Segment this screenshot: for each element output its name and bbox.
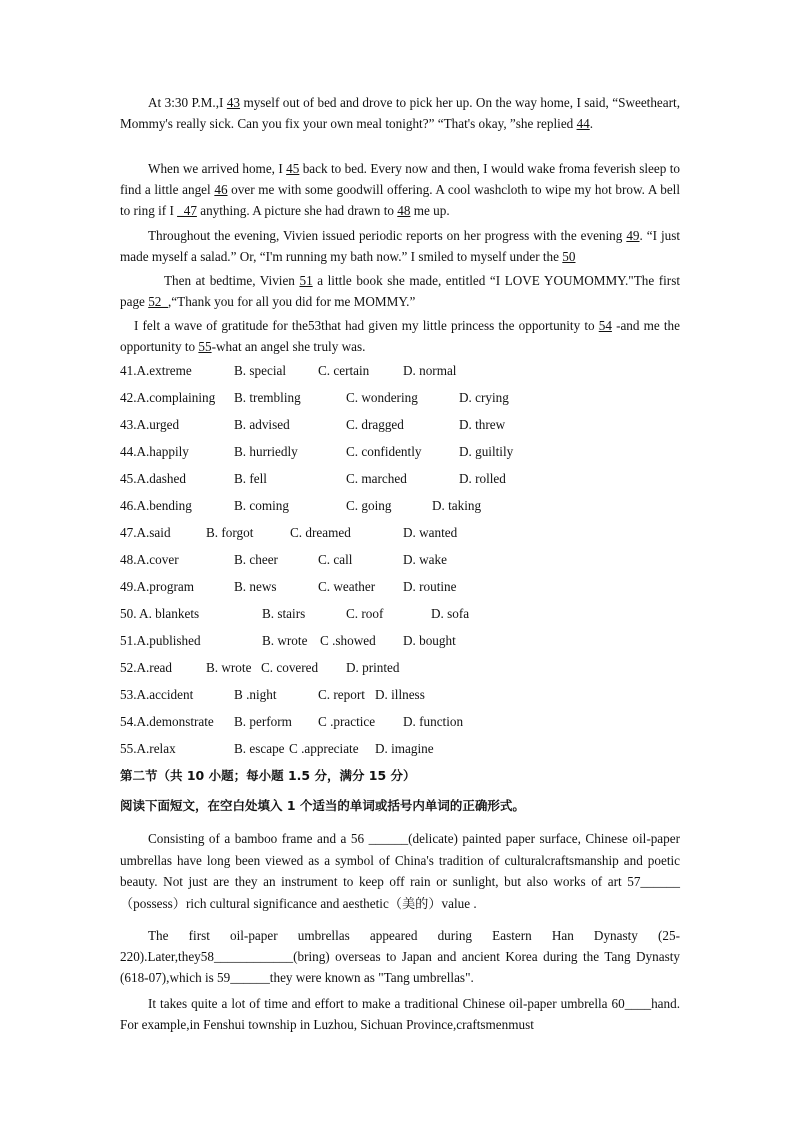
passage2-paragraph-2: The first oil-paper umbrellas appeared during Eastern Han Dynasty (25-220).Later,they58____________(bring) overseas to Japan and ancient Korea during the Tang Dynasty (618-07),which is 59______they were known as "Tang umbrellas". [120,928,680,985]
option-d: D. printed [346,660,400,675]
option-b: B .night [234,687,277,702]
option-c: C. covered [261,660,319,675]
option-a: 41.A.extreme [120,363,192,378]
option-d: D. normal [403,363,457,378]
text: Then at bedtime, Vivien [164,273,300,288]
option-b: B. trembling [234,390,301,405]
option-c: C. marched [346,471,407,486]
option-c: C. going [346,498,392,513]
option-c: C. dreamed [290,525,351,540]
section-heading: 第二节（共 10 小题；每小题 1.5 分，满分 15 分） [120,768,416,783]
option-d: D. guiltily [459,444,514,459]
blank-48: 48 [397,203,411,218]
passage-paragraph-1 [120,92,680,134]
option-d: D. rolled [459,471,506,486]
passage-paragraph-2 [120,158,680,221]
option-b: B. wrote [262,633,308,648]
text: When we arrived home, I [148,161,287,176]
text: anything. A picture she had drawn to [196,203,398,218]
option-d: D. routine [403,579,457,594]
option-a: 53.A.accident [120,687,194,702]
option-d: D. wanted [403,525,458,540]
option-c: C. call [318,552,353,567]
passage2-paragraph-3: It takes quite a lot of time and effort to make a traditional Chinese oil-paper umbrella 60____hand. For example,in Fenshui township in Luzhou, Sichuan Province,craftsmenmust [120,996,680,1032]
option-a: 43.A.urged [120,417,180,432]
option-b: B. forgot [206,525,254,540]
blank-46: 46 [214,182,228,197]
text: . [589,116,594,131]
text: me up. [410,203,450,218]
passage-paragraph-5 [120,315,680,357]
option-b: B. coming [234,498,289,513]
option-d: D. function [403,714,464,729]
option-c: C .appreciate [289,741,359,756]
text: a little book she made, entitled “I LOVE YOUMOMMY."The first page [120,273,680,309]
text: . “I just made myself a salad.” Or, “I'm running my bath now.” I smiled to myself under the [120,228,680,264]
option-c: C. report [318,687,365,702]
option-a: 45.A.dashed [120,471,186,486]
option-b: B. special [234,363,287,378]
blank-55: 55 [198,339,212,354]
option-a: 42.A.complaining [120,390,216,405]
text: Throughout the evening, Vivien issued periodic reports on her progress with the evening [148,228,627,243]
option-d: D. illness [375,687,425,702]
text: over me with some goodwill offering. A cool washcloth to wipe my hot brow. A bell to ring if I [120,182,681,218]
option-d: D. sofa [431,606,470,621]
option-d: D. taking [432,498,482,513]
option-d: D. imagine [375,741,434,756]
option-c: C .practice [318,714,376,729]
text: back to bed. Every now and then, I would wake froma feverish sleep to find a little angel [120,161,680,197]
option-a: 55.A.relax [120,741,176,756]
option-c: C .showed [320,633,376,648]
blank-45: 45 [286,161,300,176]
option-a: 47.A.said [120,525,171,540]
option-b: B. cheer [234,552,278,567]
option-b: B. fell [234,471,267,486]
option-a: 51.A.published [120,633,201,648]
blank-50: 50 [562,249,576,264]
text: myself out of bed and drove to pick her up. On the way home, I said, “Sweetheart, Mommy's really sick. Can you fix your own meal tonight?” “That's okay, ”she replied [120,95,680,131]
option-d: D. crying [459,390,509,405]
option-a: 50. A. blankets [120,606,200,621]
text: -what an angel she truly was. [211,339,366,354]
text: ,“Thank you for all you did for me MOMMY.” [167,294,416,309]
option-b: B. perform [234,714,292,729]
option-b: B. escape [234,741,285,756]
option-a: 46.A.bending [120,498,192,513]
blank-52: 52_ [148,294,168,309]
passage-paragraph-3 [120,225,680,267]
passage2-paragraph-1: Consisting of a bamboo frame and a 56 ______(delicate) painted paper surface, Chinese oil-paper umbrellas have long been viewed as a symbol of China's tradition of culturalcraftsmanship and poetic beauty. Not just are they an instrument to keep off rain or sunlight, but also works of art 57______（possess）rich cultural significance and aesthetic（美的）value . [120,831,680,911]
blank-47: _47 [177,203,197,218]
option-b: B. wrote [206,660,252,675]
blank-43: 43 [226,95,241,110]
option-a: 48.A.cover [120,552,179,567]
option-a: 44.A.happily [120,444,189,459]
option-a: 52.A.read [120,660,172,675]
text: -and me the opportunity to [120,318,681,354]
option-a: 49.A.program [120,579,194,594]
option-c: C. confidently [346,444,422,459]
blank-44: 44 [576,116,590,131]
option-d: D. wake [403,552,447,567]
option-d: D. bought [403,633,456,648]
blank-51: 51 [299,273,313,288]
option-c: C. roof [346,606,384,621]
passage-paragraph-4 [120,270,680,312]
option-c: C. dragged [346,417,404,432]
option-b: B. hurriedly [234,444,298,459]
option-c: C. weather [318,579,376,594]
option-b: B. news [234,579,277,594]
option-c: C. certain [318,363,370,378]
text: At 3:30 P.M.,I [148,95,227,110]
text: I felt a wave of gratitude for the53that had given my little princess the opportunity to [134,318,599,333]
section-instruction: 阅读下面短文，在空白处填入 1 个适当的单词或括号内单词的正确形式。 [120,798,525,813]
option-b: B. stairs [262,606,306,621]
blank-49: 49 [626,228,640,243]
option-c: C. wondering [346,390,418,405]
blank-54: 54 [598,318,612,333]
option-b: B. advised [234,417,290,432]
option-d: D. threw [459,417,506,432]
option-a: 54.A.demonstrate [120,714,214,729]
